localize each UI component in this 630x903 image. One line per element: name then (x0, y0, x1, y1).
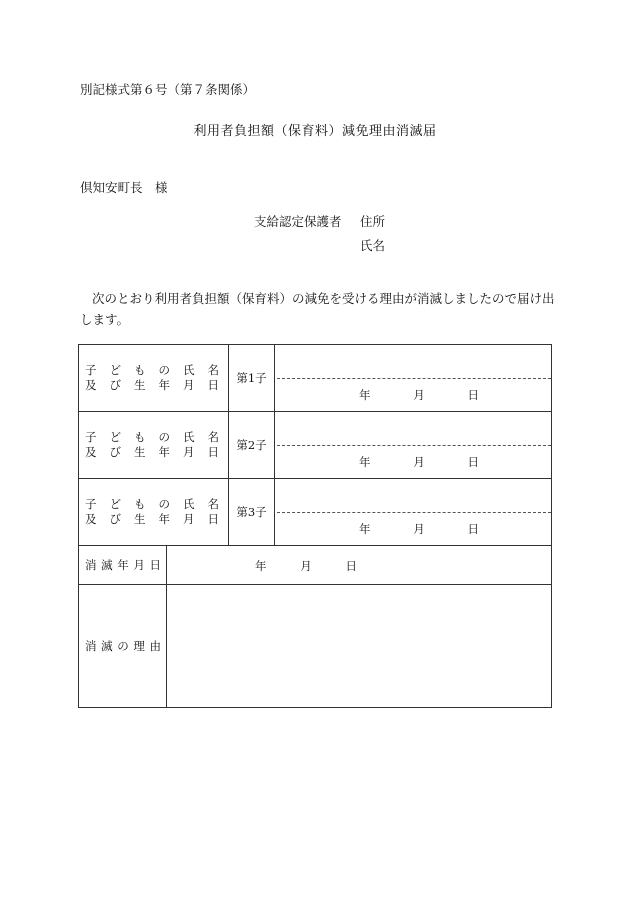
child-ordinal-1: 第1子 (229, 345, 275, 412)
label-line-2: 及 び 生 年 月 日 (85, 445, 219, 459)
extinction-date-label: 消 滅 年 月 日 (79, 546, 167, 585)
extinction-date-units: 年 月 日 (255, 559, 357, 573)
child-name-birthdate-label (79, 412, 229, 479)
applicant-role: 支給認定保護者 (254, 214, 342, 229)
label-line-2: 及 び 生 年 月 日 (85, 378, 219, 392)
name-label: 氏名 (360, 238, 386, 253)
addressee: 倶知安町長 様 (80, 180, 168, 195)
child-entry-field-3[interactable] (275, 479, 552, 546)
child-name-birthdate-label (79, 345, 229, 412)
extinction-date-field[interactable] (167, 546, 552, 585)
child-row-1 (79, 345, 552, 412)
label-line-1: 子 ど も の 氏 名 (85, 430, 219, 444)
child-row-3 (79, 479, 552, 546)
document-title: 利用者負担額（保育料）減免理由消滅届 (193, 124, 437, 139)
child-entry-field-1[interactable] (275, 345, 552, 412)
birthdate-units: 年 月 日 (359, 522, 479, 536)
extinction-reason-row (79, 585, 552, 708)
name-birthdate-divider (277, 445, 551, 446)
child-entry-field-2[interactable] (275, 412, 552, 479)
address-label: 住所 (360, 214, 386, 229)
notification-form-table (78, 344, 552, 708)
label-line-1: 子 ど も の 氏 名 (85, 497, 219, 511)
name-birthdate-divider (277, 512, 551, 513)
extinction-reason-field[interactable] (167, 585, 552, 708)
form-number: 別記様式第６号（第７条関係） (80, 82, 256, 97)
label-line-1: 子 ど も の 氏 名 (85, 363, 219, 377)
child-ordinal-2: 第2子 (229, 412, 275, 479)
name-birthdate-divider (277, 378, 551, 379)
label-line-2: 及 び 生 年 月 日 (85, 512, 219, 526)
child-row-2 (79, 412, 552, 479)
child-name-birthdate-label (79, 479, 229, 546)
extinction-date-row (79, 546, 552, 585)
extinction-reason-label: 消 滅 の 理 由 (79, 585, 167, 708)
body-text: 次のとおり利用者負担額（保育料）の減免を受ける理由が消滅しましたので届け出します。 (80, 291, 555, 327)
birthdate-units: 年 月 日 (359, 388, 479, 402)
birthdate-units: 年 月 日 (359, 455, 479, 469)
child-ordinal-3: 第3子 (229, 479, 275, 546)
